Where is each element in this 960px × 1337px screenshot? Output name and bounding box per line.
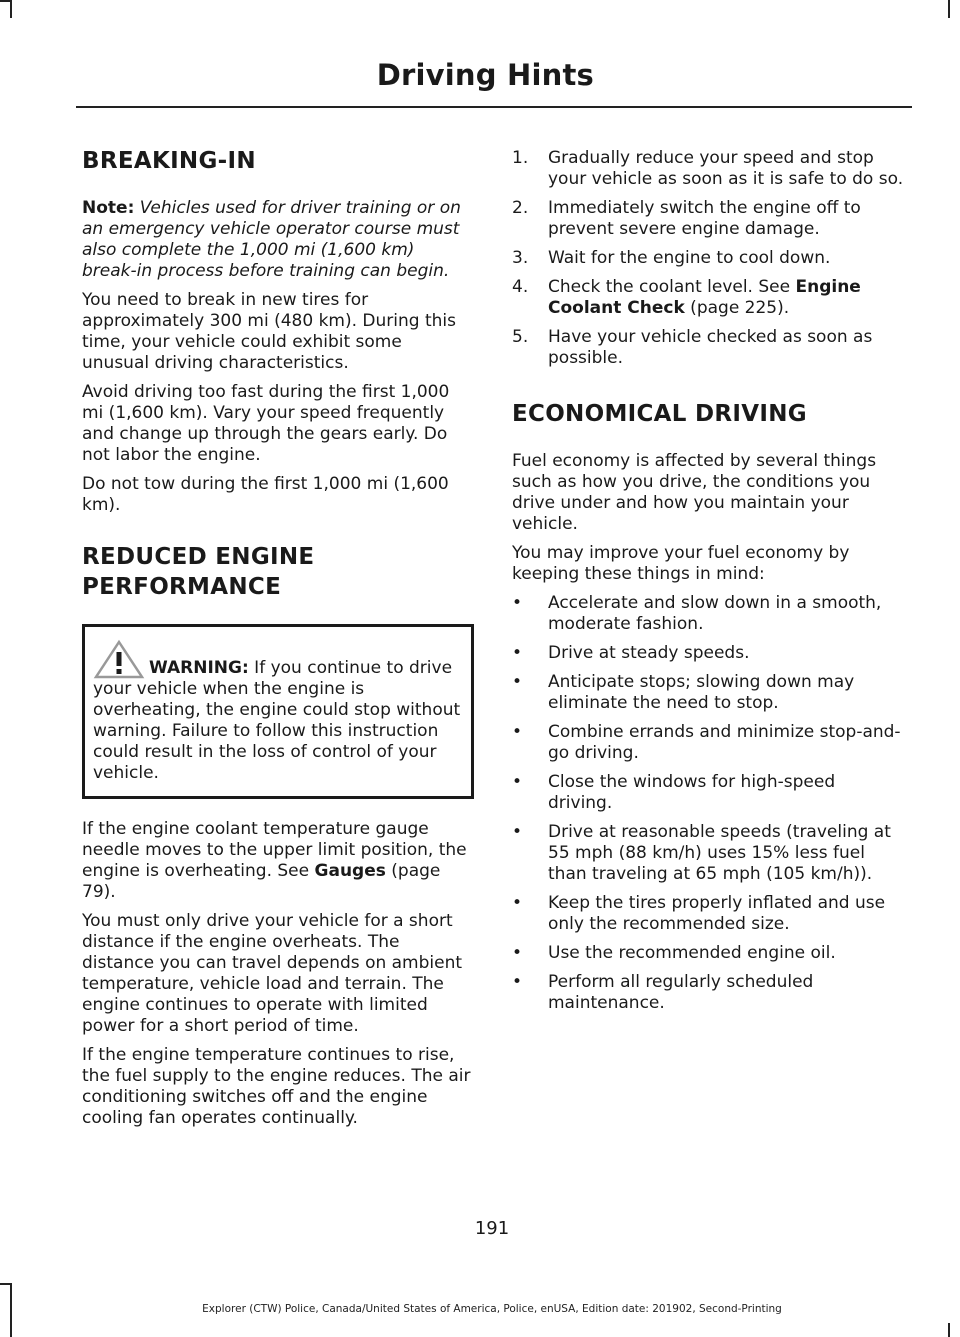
break-in-para-1: You need to break in new tires for approximately 300 mi (480 km). During this time, your vehicle could exhibit some unusual driving characteristics. (82, 290, 456, 373)
note-label: Note: (82, 198, 135, 218)
break-in-para-3: Do not tow during the first 1,000 mi (1,600 km). (82, 474, 449, 515)
economy-para-2: You may improve your fuel economy by keeping these things in mind: (512, 543, 850, 584)
list-item: • Close the windows for high-speed driving. (512, 772, 836, 813)
right-column (512, 148, 904, 1022)
break-in-para-2: Avoid driving too fast during the first 1,000 mi (1,600 km). Vary your speed frequently and change up through the gears early. Do not labor the engine. (82, 382, 450, 465)
list-item: • Drive at reasonable speeds (traveling at 55 mph (88 km/h) uses 15% less fuel than traveling at 65 mph (105 km/h)). (512, 822, 891, 884)
overheat-para-3: If the engine temperature continues to rise, the fuel supply to the engine reduces. The air conditioning switches off and the engine cooling fan operates continually. (82, 1045, 471, 1128)
overheat-para-1-text: If the engine coolant temperature gauge needle moves to the upper limit position, the engine is overheating. See (82, 819, 467, 881)
page-header-title: Driving Hints (376, 58, 594, 92)
heading-line-2: PERFORMANCE (82, 574, 282, 600)
list-item: • Use the recommended engine oil. (512, 943, 836, 963)
heading-line-1: REDUCED ENGINE (82, 544, 315, 570)
crop-mark (10, 0, 12, 18)
crop-mark (0, 0, 10, 2)
economy-tips-list (512, 593, 904, 1014)
list-item: • Keep the tires properly inflated and use only the recommended size. (512, 893, 886, 934)
reduced-engine-heading (82, 542, 474, 602)
overheat-para-1 (82, 819, 474, 903)
list-item: • Drive at steady speeds. (512, 643, 750, 663)
break-in-note (82, 198, 474, 282)
engine-coolant-check-link[interactable]: Engine Coolant Check (548, 277, 861, 318)
warning-box (82, 624, 474, 799)
list-item: • Accelerate and slow down in a smooth, moderate fashion. (512, 593, 882, 634)
crop-mark (0, 1283, 10, 1285)
list-item: 5. Have your vehicle checked as soon as possible. (512, 327, 873, 368)
page-number: 191 (474, 1218, 510, 1239)
economy-para-1: Fuel economy is affected by several things such as how you drive, the conditions you drive under and how you maintain your vehicle. (512, 451, 877, 534)
list-item: • Perform all regularly scheduled maintenance. (512, 972, 814, 1013)
overheat-para-2: You must only drive your vehicle for a short distance if the engine overheats. The distance you can travel depends on ambient temperature, vehicle load and terrain. The engine continues to operate with limited power for a short period of time. (82, 911, 463, 1036)
warning-triangle-icon (93, 639, 145, 679)
gauges-page-ref: (page 79). (82, 861, 441, 902)
warning-label: WARNING: (149, 658, 249, 678)
crop-mark (948, 1323, 950, 1337)
gauges-link[interactable]: Gauges (314, 861, 386, 881)
breaking-in-heading: BREAKING-IN (82, 148, 256, 174)
list-item: 4. Check the coolant level. See Engine Coolant Check (page 225). (512, 277, 861, 318)
list-item: • Combine errands and minimize stop-and-go driving. (512, 722, 901, 763)
list-item: 1. Gradually reduce your speed and stop your vehicle as soon as it is safe to do so. (512, 148, 904, 189)
list-item: 2. Immediately switch the engine off to prevent severe engine damage. (512, 198, 861, 239)
list-item: • Anticipate stops; slowing down may eliminate the need to stop. (512, 672, 855, 713)
overheat-steps-list (512, 148, 904, 369)
header-rule (76, 106, 912, 108)
footer-text: Explorer (CTW) Police, Canada/United States of America, Police, enUSA, Edition date: 201902, Second-Printing (202, 1303, 782, 1315)
warning-text: If you continue to drive your vehicle when the engine is overheating, the engine could stop without warning. Failure to follow this instruction could result in the loss of control of your vehicle. (93, 658, 461, 783)
list-item: 3. Wait for the engine to cool down. (512, 248, 831, 268)
crop-mark (948, 0, 950, 18)
note-text: Vehicles used for driver training or on an emergency vehicle operator course must also complete the 1,000 mi (1,600 km) break-in process before training can begin. (82, 198, 461, 281)
economical-driving-heading: ECONOMICAL DRIVING (512, 401, 807, 427)
left-column (82, 140, 474, 1137)
